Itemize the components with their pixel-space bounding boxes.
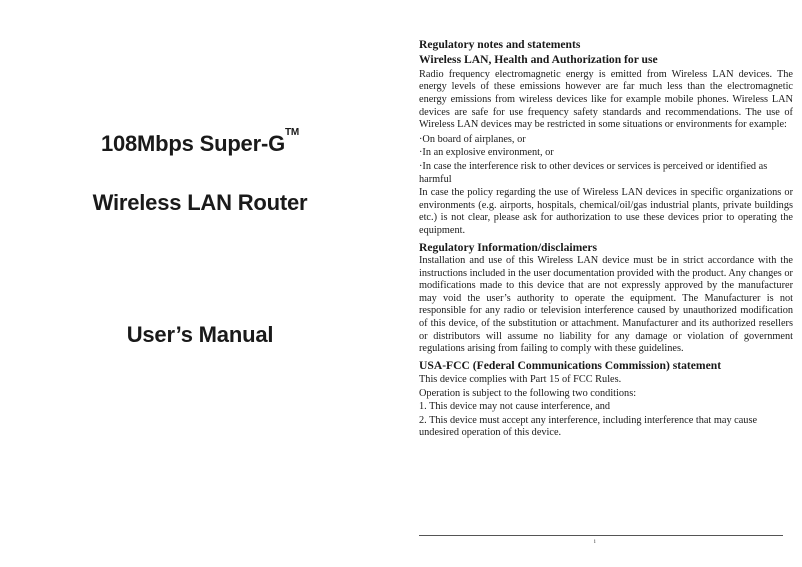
- page-number: i: [594, 539, 596, 545]
- heading-wireless-health: Wireless LAN, Health and Authorization for use: [419, 53, 658, 67]
- fcc-line: 1. This device may not cause interference, and: [419, 401, 611, 413]
- cover-title-text: 108Mbps Super-G: [100, 131, 285, 156]
- regulatory-section: [419, 38, 793, 440]
- heading-fcc-statement: USA-FCC (Federal Communications Commission) statement: [419, 358, 722, 372]
- fcc-line: Operation is subject to the following two conditions:: [419, 387, 637, 399]
- cover-subtitle: User’s Manual: [126, 322, 274, 347]
- footer-divider: [419, 535, 783, 536]
- trademark-mark: TM: [285, 127, 300, 138]
- cover-title-line2: Wireless LAN Router: [92, 190, 308, 215]
- heading-regulatory-notes: Regulatory notes and statements: [419, 38, 581, 51]
- list-item: ·On board of airplanes, or: [419, 133, 526, 145]
- fcc-line: 2. This device must accept any interference, including interference that may cause undesired operation of this device.: [419, 414, 758, 439]
- paragraph-rf-energy: Radio frequency electromagnetic energy is emitted from Wireless LAN devices. The energy levels of these emissions however are far much less than the electromagnetic energy emissions from wireless devices like for example mobile phones. Wireless LAN devices are safe for use frequency safety standards and recommendations. The use of Wireless LAN devices may be restricted in some situations or environments for example:: [419, 68, 793, 131]
- list-item: ·In an explosive environment, or: [419, 147, 554, 159]
- heading-disclaimers: Regulatory Information/disclaimers: [419, 240, 598, 254]
- cover-page: [0, 0, 400, 567]
- list-item: ·In case the interference risk to other devices or services is perceived or identified as harmful: [419, 160, 768, 185]
- paragraph-disclaimers: Installation and use of this Wireless LAN device must be in strict accordance with the instructions included in the user documentation provided with the product. Any changes or modifications made to this device that are not expressly approved by the manufacturer may void the user’s authority to operate the equipment. The Manufacturer is not responsible for any radio or television interference caused by unauthorized modification of this device, of the substitution or attachment. Manufacturer and its authorized resellers or distributors will assume no liability for any damage or violation of government regulations arising from failing to comply with these guidelines.: [419, 254, 793, 355]
- fcc-line: This device complies with Part 15 of FCC Rules.: [419, 374, 622, 386]
- paragraph-policy: In case the policy regarding the use of Wireless LAN devices in specific organizations or environments (e.g. airports, hospitals, chemical/oil/gas industrial plants, private buildings etc.) is not clear, please ask for authorization to use these devices prior to operating the equipment.: [419, 187, 793, 236]
- cover-title-line1: [0, 127, 400, 157]
